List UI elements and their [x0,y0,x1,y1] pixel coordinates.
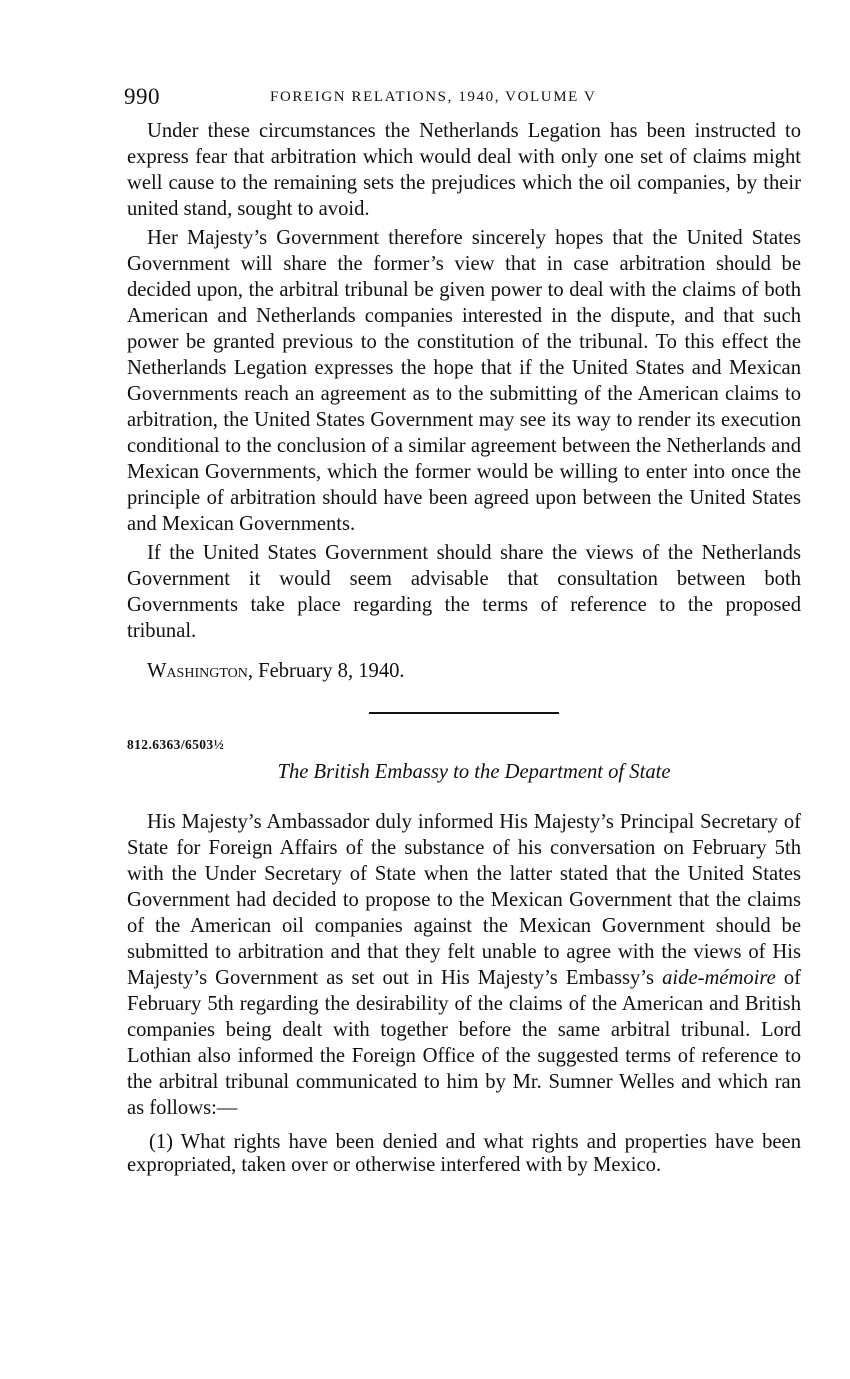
embassy-paragraph [127,809,801,1121]
sign-off-date: , February 8, 1940. [247,660,405,682]
sign-off [127,658,801,684]
paragraph-3: If the United States Government should share the views of the Netherlands Government it would seem advisable that consultation between both Governments take place regarding the terms of reference to the proposed tribunal. [127,542,801,642]
section-divider [369,712,559,714]
paragraph-2: Her Majesty’s Government therefore sincerely hopes that the United States Government will share the former’s view that in case arbitration should be decided upon, the arbitral tribunal be given power to deal with the claims of both American and Netherlands companies interested in the dispute, and that such power be granted previous to the constitution of the tribunal. To this effect the Netherlands Legation expresses the hope that if the United States and Mexican Governments reach an agreement as to the submitting of the American claims to arbitration, the United States Government may see its way to render its execution conditional to the conclusion of a similar agreement between the Netherlands and Mexican Governments, which the former would be willing to enter into once the principle of arbitration should have been agreed upon between the United States and Mexican Governments. [127,227,801,535]
running-title: FOREIGN RELATIONS, 1940, VOLUME V [270,89,597,105]
document-page [124,84,801,1177]
terms-item-1-text: What rights have been denied and what rights and properties have been expropriated, taken over or otherwise interfered with by Mexico. [127,1131,801,1176]
sign-off-place: Washington [147,660,248,682]
running-header [124,84,801,118]
embassy-text-part-2: of February 5th regarding the desirability of the claims of the American and British companies being dealt with together before the same arbitral tribunal. Lord Lothian also informed the Foreign Office of the suggested terms of reference to the arbitral tribunal communicated to him by Mr. Sumner Welles and which ran as follows:— [127,967,801,1119]
terms-item-1 [127,1131,801,1177]
file-reference: 812.6363/6503½ [127,737,225,752]
embassy-text-part-1: His Majesty’s Ambassador duly informed His Majesty’s Principal Secretary of State for Foreign Affairs of the substance of his conversation on February 5th with the Under Secretary of State when the latter stated that the United States Government had decided to propose to the Mexican Government that the claims of the American oil companies against the Mexican Government should be submitted to arbitration and that they felt unable to agree with the views of His Majesty’s Government as set out in His Majesty’s Embassy’s [127,811,801,989]
terms-item-1-label: (1) [149,1131,174,1153]
paragraph-1: Under these circumstances the Netherlands Legation has been instructed to express fear that arbitration which would deal with only one set of claims might well cause to the remaining sets the prejudices which the oil companies, by their united stand, sought to avoid. [127,120,801,220]
page-number: 990 [124,84,160,109]
aide-memoire-term: aide-mémoire [662,967,776,989]
document-title: The British Embassy to the Department of State [277,761,671,783]
